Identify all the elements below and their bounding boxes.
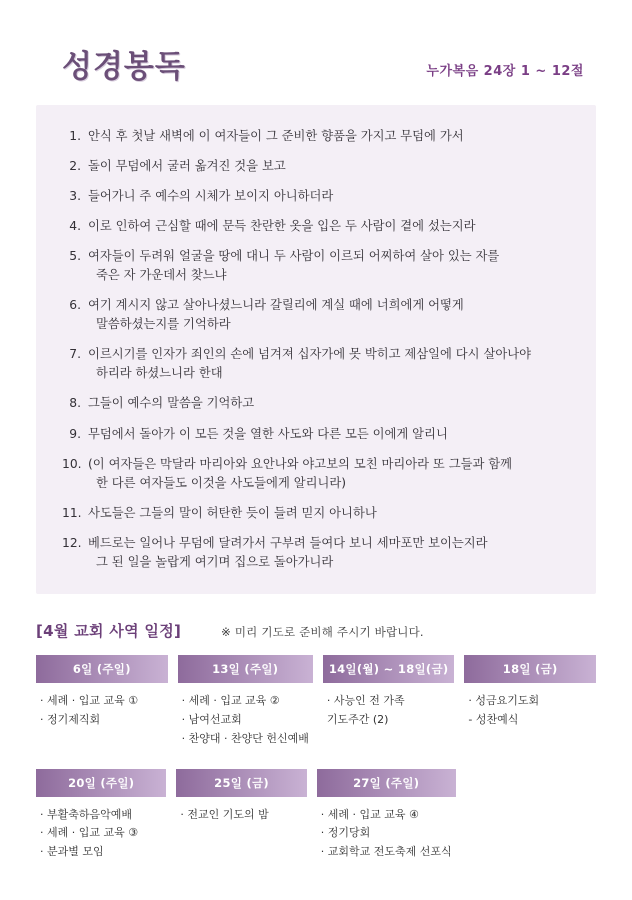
verse-list (62, 127, 570, 572)
schedule-item: · 성금요기도회 (468, 693, 540, 707)
schedule-column (466, 769, 596, 863)
verse-text (88, 425, 570, 444)
verse-text (88, 157, 570, 176)
verse-number: 11. (62, 505, 82, 520)
schedule-row-first (36, 655, 596, 749)
verse-item (62, 157, 570, 176)
verse-text (88, 534, 570, 572)
verse-text (88, 247, 570, 285)
schedule-column (36, 655, 168, 749)
verse-number: 12. (62, 535, 82, 550)
schedule-item: · 찬양대 · 찬양단 헌신예배 (181, 731, 309, 745)
verse-item (62, 187, 570, 206)
scripture-reference: 누가복음 24장 1 ~ 12절 (426, 64, 584, 79)
schedule-item: · 정기제직회 (40, 712, 101, 726)
verse-item (62, 127, 570, 146)
verse-line: 돌이 무덤에서 굴러 옮겨진 것을 보고 (88, 159, 286, 174)
schedule-item: · 세례 · 입교 교육 ④ (320, 807, 419, 821)
schedule-item-list (36, 797, 166, 863)
schedule-column (323, 655, 455, 749)
verse-line: 들어가니 주 예수의 시체가 보이지 아니하더라 (88, 189, 334, 204)
verse-number: 2. (69, 159, 81, 174)
verse-line: 하리라 하셨느니라 한대 (96, 366, 223, 381)
verse-item (62, 504, 570, 523)
verse-text (88, 504, 570, 523)
verse-number: 8. (69, 396, 81, 411)
schedule-column (464, 655, 596, 749)
schedule-item: · 세례 · 입교 교육 ③ (40, 826, 139, 840)
page-header (0, 0, 632, 83)
verse-line: 한 다른 여자들도 이것을 사도들에게 알리니라) (96, 475, 347, 490)
schedule-note: ※ 미리 기도로 준비해 주시기 바랍니다. (221, 624, 424, 639)
verse-line: 이로 인하여 근심할 때에 문득 찬란한 옷을 입은 두 사람이 곁에 섰는지라 (88, 219, 476, 234)
schedule-item: · 사능인 전 가족 (326, 693, 405, 707)
schedule-column (317, 769, 456, 863)
verse-text (88, 187, 570, 206)
verse-item (62, 345, 570, 383)
schedule-item: - 성찬예식 (468, 712, 519, 726)
verse-line: 이르시기를 인자가 죄인의 손에 넘겨져 십자가에 못 박히고 제삼일에 다시 살아나야 (88, 347, 531, 362)
schedule-item-list (323, 683, 455, 730)
verse-text (88, 345, 570, 383)
schedule-item: · 부활축하음악예배 (40, 807, 133, 821)
verse-number: 10. (62, 456, 82, 471)
verse-line: 여자들이 두려워 얼굴을 땅에 대니 두 사람이 이르되 어찌하여 살아 있는 자를 (88, 249, 500, 264)
schedule-item-list (317, 797, 456, 863)
verse-item (62, 217, 570, 236)
schedule-item: 기도주간 (2) (326, 712, 389, 726)
schedule-item-list (36, 683, 168, 730)
schedule-item-list (466, 769, 596, 778)
schedule-date-header: 18일 (금) (464, 655, 596, 683)
verse-line: (이 여자들은 막달라 마리아와 요안나와 야고보의 모친 마리아라 또 그들과 함께 (88, 456, 513, 471)
verse-text (88, 455, 570, 493)
schedule-item: · 세례 · 입교 교육 ① (40, 693, 139, 707)
verse-line: 베드로는 일어나 무덤에 달려가서 구부려 들여다 보니 세마포만 보이는지라 (88, 535, 488, 550)
schedule-column (176, 769, 306, 863)
schedule-column (36, 769, 166, 863)
verse-line: 안식 후 첫날 새벽에 이 여자들이 그 준비한 향품을 가지고 무덤에 가서 (88, 129, 464, 143)
verse-number: 5. (69, 249, 81, 264)
verse-line: 그 된 일을 놀랍게 여기며 집으로 돌아가니라 (96, 554, 334, 569)
schedule-item-list (178, 683, 313, 749)
verse-line: 죽은 자 가운데서 찾느냐 (96, 268, 227, 283)
page-title: 성경봉독 (62, 49, 186, 85)
schedule-item: · 전교인 기도의 밤 (180, 807, 269, 821)
verse-item (62, 455, 570, 493)
verse-item (62, 247, 570, 285)
verse-number: 6. (69, 298, 81, 313)
schedule-column (178, 655, 313, 749)
schedule-date-header: 13일 (주일) (178, 655, 313, 683)
verse-item (62, 534, 570, 572)
schedule-item: · 세례 · 입교 교육 ② (181, 693, 280, 707)
verse-text (88, 217, 570, 236)
verse-number: 4. (69, 219, 81, 234)
verse-item (62, 394, 570, 413)
verse-text (88, 296, 570, 334)
schedule-item-list (176, 797, 306, 825)
schedule-item-list (464, 683, 596, 730)
verse-number: 3. (69, 189, 81, 204)
schedule-header (36, 620, 596, 641)
schedule-date-header: 14일(월) ~ 18일(금) (323, 655, 455, 683)
schedule-date-header: 27일 (주일) (317, 769, 456, 797)
verse-item (62, 296, 570, 334)
verse-line: 말씀하셨는지를 기억하라 (96, 317, 231, 332)
schedule-date-header: 6일 (주일) (36, 655, 168, 683)
verse-number: 7. (69, 347, 81, 362)
schedule-row-second (36, 769, 596, 863)
schedule-date-header: 25일 (금) (176, 769, 306, 797)
schedule-item: · 남여선교회 (181, 712, 242, 726)
verse-number: 9. (69, 426, 81, 441)
verse-text (88, 394, 570, 413)
verse-line: 그들이 예수의 말씀을 기억하고 (88, 396, 255, 411)
scripture-panel (36, 105, 596, 594)
schedule-item: · 분과별 모임 (40, 845, 104, 859)
schedule-item: · 교회학교 전도축제 선포식 (320, 845, 452, 859)
schedule-date-header: 20일 (주일) (36, 769, 166, 797)
verse-item (62, 425, 570, 444)
verse-number: 1. (69, 129, 81, 143)
schedule-item: · 정기당회 (320, 826, 371, 840)
verse-line: 여기 계시지 않고 살아나셨느니라 갈릴리에 계실 때에 너희에게 어떻게 (88, 298, 464, 313)
verse-text (88, 127, 570, 146)
verse-line: 무덤에서 돌아가 이 모든 것을 열한 사도와 다른 모든 이에게 알리니 (88, 426, 448, 441)
schedule-title: [4월 교회 사역 일정] (36, 621, 182, 640)
verse-line: 사도들은 그들의 말이 허탄한 듯이 들려 믿지 아니하나 (88, 505, 377, 520)
